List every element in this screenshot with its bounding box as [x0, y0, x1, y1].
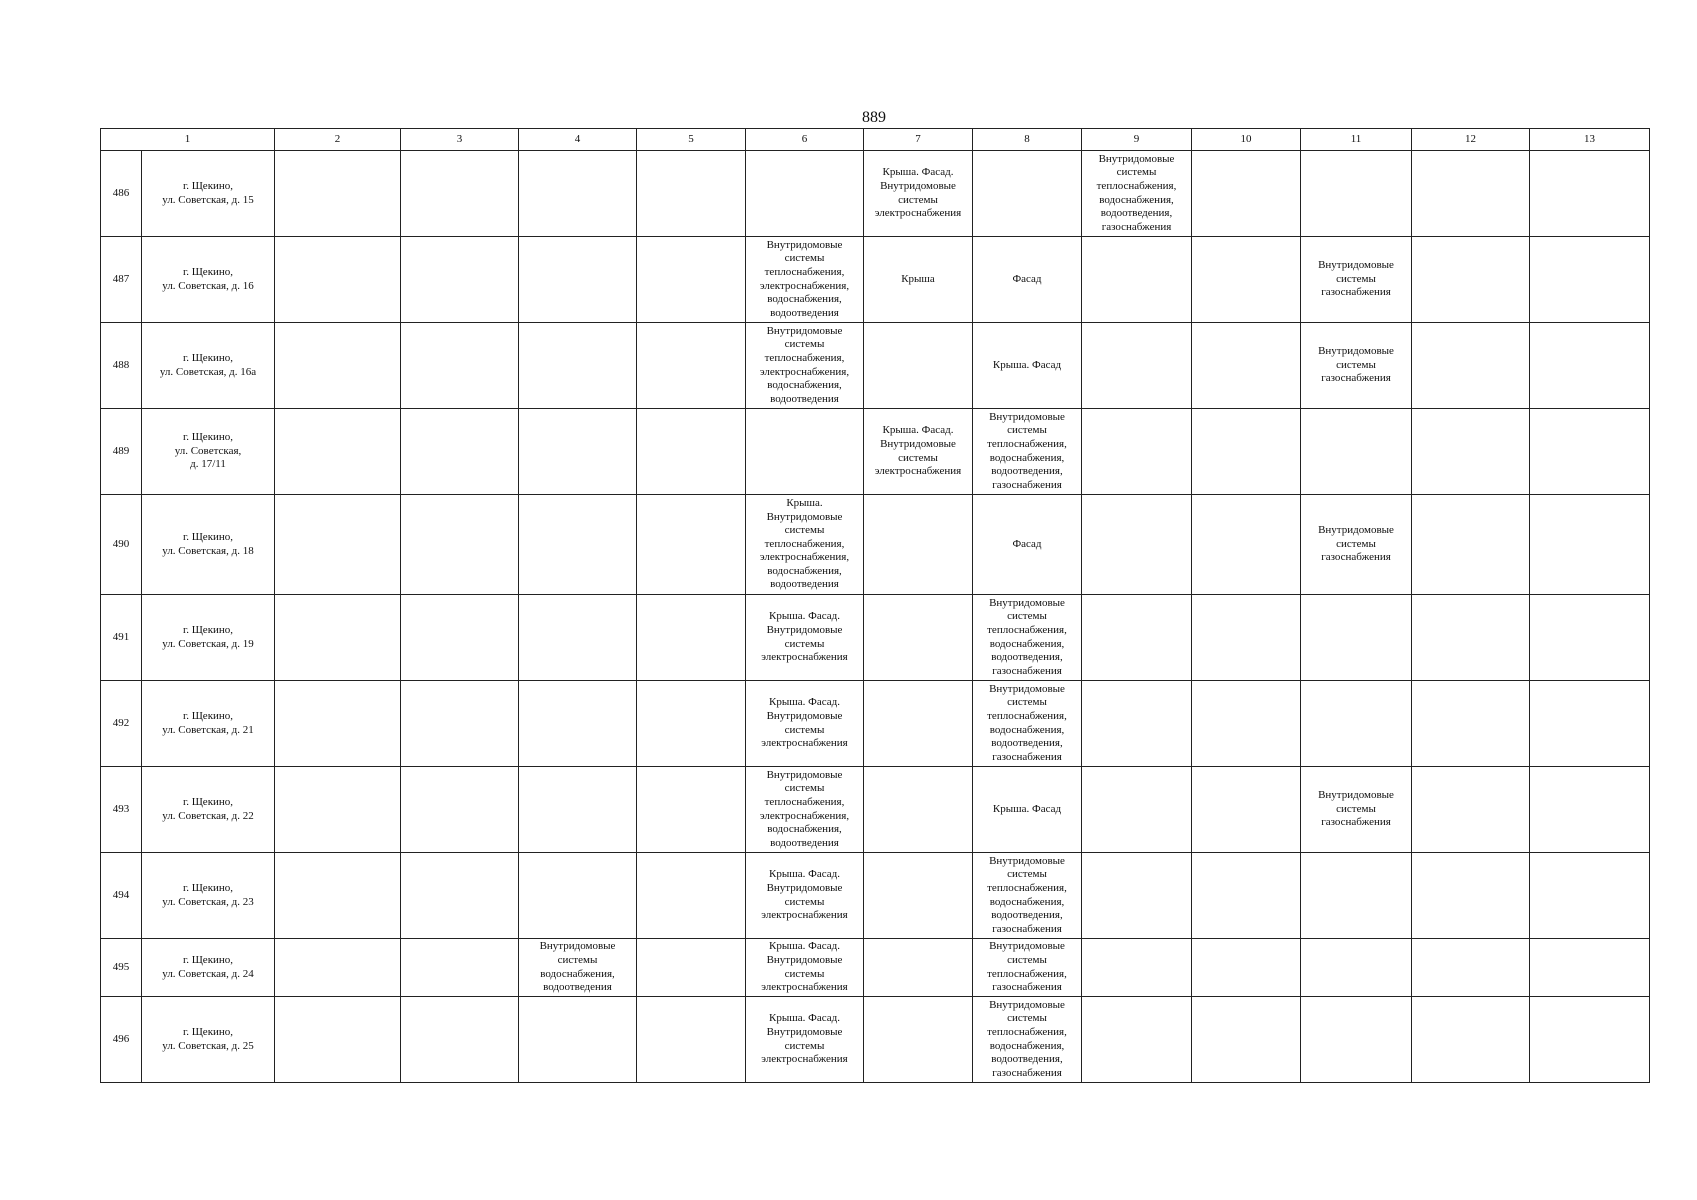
table-row [101, 595, 1650, 681]
table-row [101, 853, 1650, 939]
table-cell: Внутридомовые системы теплоснабжения, водоснабжения, водоотведения, газоснабжения [973, 681, 1082, 767]
table-cell [864, 595, 973, 681]
table-cell [1412, 681, 1530, 767]
table-cell [864, 853, 973, 939]
table-cell [1192, 853, 1301, 939]
table-cell [637, 495, 746, 595]
row-number: 490 [101, 495, 142, 595]
table-cell: Внутридомовые системы теплоснабжения, электроснабжения, водоснабжения, водоотведения [746, 237, 864, 323]
table-row [101, 767, 1650, 853]
address-cell: г. Щекино, ул. Советская, д. 16а [142, 323, 275, 409]
column-number: 8 [973, 129, 1082, 151]
repair-schedule-table [100, 128, 1650, 1083]
table-cell [275, 853, 401, 939]
table-cell [1412, 237, 1530, 323]
row-number: 488 [101, 323, 142, 409]
table-cell [1412, 853, 1530, 939]
table-cell [401, 151, 519, 237]
column-number-row [101, 129, 1650, 151]
table-cell [1530, 997, 1650, 1083]
table-cell [1301, 595, 1412, 681]
row-number: 489 [101, 409, 142, 495]
table-cell [1301, 409, 1412, 495]
table-cell [1530, 939, 1650, 997]
table-cell [1192, 151, 1301, 237]
table-cell: Внутридомовые системы теплоснабжения, водоснабжения, водоотведения, газоснабжения [1082, 151, 1192, 237]
address-cell: г. Щекино, ул. Советская, д. 16 [142, 237, 275, 323]
table-cell: Крыша. Фасад [973, 767, 1082, 853]
table-cell [401, 237, 519, 323]
table-cell [1530, 151, 1650, 237]
table-cell: Крыша. Фасад. Внутридомовые системы электроснабжения [746, 853, 864, 939]
table-row [101, 323, 1650, 409]
table-cell: Крыша. Фасад [973, 323, 1082, 409]
table-cell [1082, 853, 1192, 939]
table-cell [1530, 409, 1650, 495]
table-cell: Внутридомовые системы газоснабжения [1301, 495, 1412, 595]
table-cell [864, 323, 973, 409]
address-cell: г. Щекино, ул. Советская, д. 22 [142, 767, 275, 853]
table-cell [1530, 681, 1650, 767]
column-number: 12 [1412, 129, 1530, 151]
table-cell [519, 409, 637, 495]
table-row [101, 151, 1650, 237]
row-number: 491 [101, 595, 142, 681]
table-cell [1412, 595, 1530, 681]
table-cell [1301, 853, 1412, 939]
table-cell [401, 767, 519, 853]
table-cell [1530, 853, 1650, 939]
table-row [101, 939, 1650, 997]
table-cell [275, 595, 401, 681]
table-cell [637, 237, 746, 323]
table-cell [1082, 681, 1192, 767]
table-cell [401, 323, 519, 409]
column-number: 11 [1301, 129, 1412, 151]
table-cell [864, 681, 973, 767]
table-cell [1301, 151, 1412, 237]
table-row [101, 681, 1650, 767]
row-number: 496 [101, 997, 142, 1083]
column-number: 3 [401, 129, 519, 151]
table-cell [746, 409, 864, 495]
table-row [101, 409, 1650, 495]
table-cell: Крыша. Фасад. Внутридомовые системы электроснабжения [746, 595, 864, 681]
table-cell [864, 767, 973, 853]
table-cell: Крыша [864, 237, 973, 323]
table-cell [401, 495, 519, 595]
table-cell: Крыша. Фасад. Внутридомовые системы электроснабжения [864, 409, 973, 495]
column-number: 13 [1530, 129, 1650, 151]
table-cell: Фасад [973, 495, 1082, 595]
table-cell [1082, 323, 1192, 409]
table-cell [1192, 323, 1301, 409]
address-cell: г. Щекино, ул. Советская, д. 25 [142, 997, 275, 1083]
table-cell [1192, 681, 1301, 767]
table-cell [746, 151, 864, 237]
column-number: 4 [519, 129, 637, 151]
table-cell [275, 997, 401, 1083]
table-cell: Внутридомовые системы теплоснабжения, водоснабжения, водоотведения, газоснабжения [973, 853, 1082, 939]
table-cell [637, 853, 746, 939]
table-cell [275, 939, 401, 997]
table-cell [1412, 323, 1530, 409]
table-cell [1082, 495, 1192, 595]
table-cell [519, 151, 637, 237]
table-cell [519, 595, 637, 681]
column-number: 10 [1192, 129, 1301, 151]
table-cell [637, 151, 746, 237]
table-cell: Фасад [973, 237, 1082, 323]
row-number: 493 [101, 767, 142, 853]
table-cell [1412, 495, 1530, 595]
table-cell [1530, 495, 1650, 595]
table-cell [1192, 595, 1301, 681]
table-cell [275, 767, 401, 853]
row-number: 492 [101, 681, 142, 767]
table-row [101, 495, 1650, 595]
row-number: 486 [101, 151, 142, 237]
table-cell: Внутридомовые системы теплоснабжения, газоснабжения [973, 939, 1082, 997]
address-cell: г. Щекино, ул. Советская, д. 15 [142, 151, 275, 237]
address-cell: г. Щекино, ул. Советская, д. 23 [142, 853, 275, 939]
table-cell [275, 237, 401, 323]
column-number: 1 [101, 129, 275, 151]
table-cell [401, 853, 519, 939]
table-cell [1530, 237, 1650, 323]
column-number: 2 [275, 129, 401, 151]
table-cell [1082, 939, 1192, 997]
table-cell [1412, 767, 1530, 853]
table-cell [1530, 595, 1650, 681]
table-cell [637, 681, 746, 767]
table-cell [519, 997, 637, 1083]
table-cell [275, 495, 401, 595]
table-cell [519, 681, 637, 767]
table-cell [1082, 237, 1192, 323]
table-cell [637, 767, 746, 853]
table-cell [1192, 767, 1301, 853]
table-cell [519, 767, 637, 853]
table-cell [1412, 939, 1530, 997]
table-cell: Внутридомовые системы водоснабжения, водоотведения [519, 939, 637, 997]
table-cell [1192, 939, 1301, 997]
table-cell [519, 237, 637, 323]
row-number: 494 [101, 853, 142, 939]
table-cell [401, 409, 519, 495]
table-cell [1082, 767, 1192, 853]
table-cell [1082, 997, 1192, 1083]
table-cell: Крыша. Фасад. Внутридомовые системы электроснабжения [746, 997, 864, 1083]
table-cell [519, 853, 637, 939]
table-cell [1192, 409, 1301, 495]
table-cell [637, 997, 746, 1083]
table-cell: Внутридомовые системы теплоснабжения, электроснабжения, водоснабжения, водоотведения [746, 767, 864, 853]
address-cell: г. Щекино, ул. Советская, д. 19 [142, 595, 275, 681]
table-cell [1301, 681, 1412, 767]
row-number: 495 [101, 939, 142, 997]
address-cell: г. Щекино, ул. Советская, д. 24 [142, 939, 275, 997]
table-cell [275, 323, 401, 409]
table-cell [519, 495, 637, 595]
table-cell [401, 997, 519, 1083]
page-number: 889 [862, 109, 886, 126]
table-cell: Внутридомовые системы теплоснабжения, водоснабжения, водоотведения, газоснабжения [973, 409, 1082, 495]
table-cell [1192, 997, 1301, 1083]
table-cell [1412, 151, 1530, 237]
table-cell [1530, 323, 1650, 409]
table-cell [1192, 237, 1301, 323]
table-cell [637, 409, 746, 495]
table-cell [401, 595, 519, 681]
table-cell [1082, 595, 1192, 681]
address-cell: г. Щекино, ул. Советская, д. 21 [142, 681, 275, 767]
table-cell [1530, 767, 1650, 853]
column-number: 7 [864, 129, 973, 151]
address-cell: г. Щекино, ул. Советская, д. 18 [142, 495, 275, 595]
column-number: 5 [637, 129, 746, 151]
address-cell: г. Щекино, ул. Советская, д. 17/11 [142, 409, 275, 495]
table-cell [1082, 409, 1192, 495]
table-cell [637, 595, 746, 681]
row-number: 487 [101, 237, 142, 323]
table-cell [519, 323, 637, 409]
table-cell [1301, 997, 1412, 1083]
table-cell [1412, 997, 1530, 1083]
table-cell [1412, 409, 1530, 495]
table-cell [401, 681, 519, 767]
table-cell [275, 151, 401, 237]
table-cell [637, 323, 746, 409]
table-row [101, 997, 1650, 1083]
table-cell [973, 151, 1082, 237]
table-cell: Внутридомовые системы газоснабжения [1301, 767, 1412, 853]
table-cell: Внутридомовые системы теплоснабжения, водоснабжения, водоотведения, газоснабжения [973, 997, 1082, 1083]
table-cell [864, 997, 973, 1083]
table-cell: Крыша. Фасад. Внутридомовые системы электроснабжения [746, 681, 864, 767]
table-cell: Крыша. Фасад. Внутридомовые системы электроснабжения [746, 939, 864, 997]
table-cell [401, 939, 519, 997]
table-cell [864, 939, 973, 997]
table-cell: Внутридомовые системы газоснабжения [1301, 323, 1412, 409]
column-number: 9 [1082, 129, 1192, 151]
table-cell: Внутридомовые системы теплоснабжения, водоснабжения, водоотведения, газоснабжения [973, 595, 1082, 681]
table-row [101, 237, 1650, 323]
table-cell: Внутридомовые системы газоснабжения [1301, 237, 1412, 323]
table-cell [637, 939, 746, 997]
table-cell: Внутридомовые системы теплоснабжения, электроснабжения, водоснабжения, водоотведения [746, 323, 864, 409]
table-cell [275, 409, 401, 495]
table-cell [1192, 495, 1301, 595]
table-cell: Крыша. Внутридомовые системы теплоснабжения, электроснабжения, водоснабжения, водоотведения [746, 495, 864, 595]
column-number: 6 [746, 129, 864, 151]
table-cell [275, 681, 401, 767]
table-cell [1301, 939, 1412, 997]
table-cell [864, 495, 973, 595]
table-cell: Крыша. Фасад. Внутридомовые системы электроснабжения [864, 151, 973, 237]
